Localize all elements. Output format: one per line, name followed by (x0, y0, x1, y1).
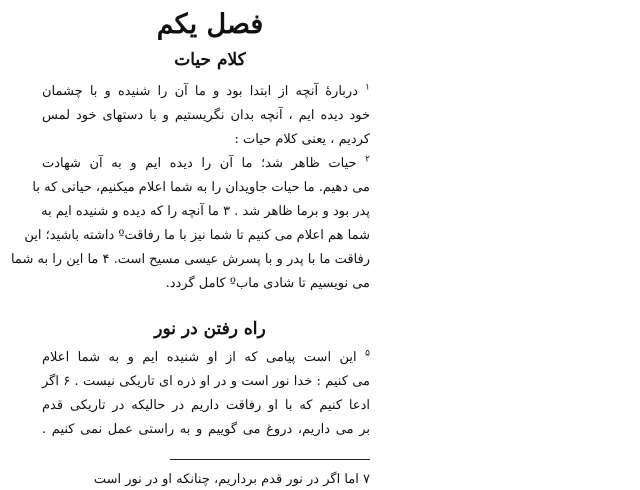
text-line: می کنیم : خدا نور است و در او ذره ای تاریکی نیست . ۶ اگر (42, 374, 371, 389)
text-line: می نویسیم تا شادی مابº کامل گردد. (165, 276, 370, 291)
text-line: شما هم اعلام می کنیم تا شما نیز با ما رفاقتº داشته باشید؛ این (24, 228, 370, 243)
line-text: این است پیامی که از او شنیده ایم و به شما اعلام (42, 350, 366, 365)
text-line: رفاقت ما با پدر و با پسرش عیسی مسیح است. ۴ ما این را به شما (10, 252, 370, 267)
text-line: کردیم ، یعنی کلام حیات : (234, 132, 370, 147)
footnote-divider (170, 459, 370, 460)
text-line (42, 80, 370, 104)
line-text: حیات ظاهر شد؛ ما آن را دیده ایم و به آن شهادت (42, 156, 366, 171)
section-body-walking-in-light (42, 346, 370, 442)
text-line (42, 346, 370, 370)
text-line: ادعا کنیم که با او رفاقت داریم در حالیکه در تاریکی قدم (42, 398, 370, 413)
text-line (42, 152, 370, 176)
verse-number: ۲ (365, 154, 370, 165)
verse-number: ۱ (365, 82, 370, 93)
text-line: بر می داریم، دروغ می گوییم و به راستی عمل نمی کنیم . (42, 422, 370, 437)
text-line: پدر بود و برما ظاهر شد . ۳ ما آنچه را که دیده و شنیده ایم به (41, 204, 370, 219)
text-line: می دهیم. ما حیات جاویدان را به شما اعلام میکنیم، حیاتی که با (32, 180, 370, 195)
chapter-title: فصل یکم (156, 9, 264, 40)
section-body-word-of-life (10, 80, 370, 296)
cut-off-text-line: ۷ اما اگر در نور قدم برداریم، چنانکه او در نور است (93, 472, 370, 487)
text-line: خود دیده ایم ، آنچه بدان نگریستیم و با دستهای خود لمس (42, 108, 370, 123)
section-heading-walking-in-light: راه رفتن در نور (154, 319, 266, 339)
line-text: دربارهٔ آنچه از ابتدا بود و ما آن را شنیده و با چشمان (42, 84, 366, 99)
verse-number: ۵ (365, 348, 370, 359)
section-heading-word-of-life: کلام حیات (174, 50, 246, 70)
